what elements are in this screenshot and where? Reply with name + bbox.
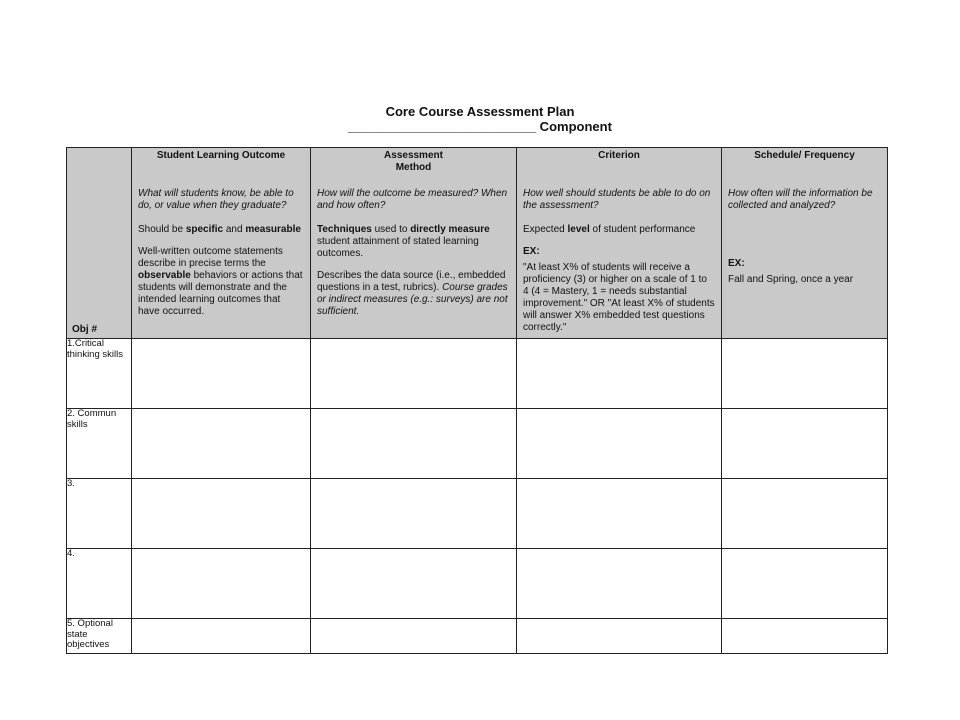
criterion-guidance: Expected level of student performance [523,224,696,235]
schedule-cell[interactable] [722,409,888,479]
criterion-cell[interactable] [517,619,722,654]
criterion-example-label: EX: [523,246,540,257]
slo-guidance-2: Well-written outcome statements describe in precise terms the observable behaviors or actions that students will demonstrate and the intended learning outcomes that have occurred. [138,246,303,317]
table-row [67,619,888,654]
slo-cell[interactable] [132,619,311,654]
obj-cell: 5. Optional state objectives [67,619,132,654]
method-cell[interactable] [311,619,517,654]
slo-cell[interactable] [132,339,311,409]
schedule-header-cell [722,148,888,339]
slo-column-title: Student Learning Outcome [156,150,286,161]
slo-guidance-1: Should be specific and measurable [138,224,301,235]
obj-header-cell [67,148,132,339]
assessment-plan-table [66,147,888,654]
obj-cell: 2. Commun skills [67,409,132,479]
method-guidance-1: Techniques used to directly measure student attainment of stated learning outcomes. [317,224,490,259]
criterion-cell[interactable] [517,479,722,549]
table-row [67,549,888,619]
slo-cell[interactable] [132,479,311,549]
schedule-cell[interactable] [722,619,888,654]
criterion-header-cell [517,148,722,339]
method-cell[interactable] [311,549,517,619]
schedule-cell[interactable] [722,339,888,409]
header-row [67,148,888,339]
schedule-example-text: Fall and Spring, once a year [728,274,854,285]
schedule-cell[interactable] [722,549,888,619]
table-row [67,479,888,549]
criterion-cell[interactable] [517,549,722,619]
method-cell[interactable] [311,339,517,409]
schedule-question: How often will the information be collected and analyzed? [728,188,873,211]
schedule-cell[interactable] [722,479,888,549]
obj-cell: 3. [67,479,132,549]
slo-question: What will students know, be able to do, or value when they graduate? [138,188,294,211]
schedule-example-label: EX: [728,258,745,269]
criterion-question: How well should students be able to do on the assessment? [523,188,711,211]
method-guidance-2: Describes the data source (i.e., embedded questions in a test, rubrics). Course grades or indirect measures (e.g.: surveys) are not sufficient. [317,270,508,317]
schedule-column-title: Schedule/ Frequency [754,150,855,161]
obj-cell: 4. [67,549,132,619]
slo-cell[interactable] [132,549,311,619]
slo-header-cell [132,148,311,339]
method-header-cell [311,148,517,339]
table-row [67,339,888,409]
criterion-example-text: "At least X% of students will receive a proficiency (3) or higher on a scale of 1 to 4 (4 = Mastery, 1 = needs substantial improvement." OR "At least X% of students will answer X% embedded test questions correctly." [523,262,715,333]
criterion-column-title: Criterion [598,150,640,161]
page-title: Core Course Assessment Plan [385,104,575,119]
slo-cell[interactable] [132,409,311,479]
method-question: How will the outcome be measured? When and how often? [317,188,508,211]
criterion-cell[interactable] [517,409,722,479]
method-cell[interactable] [311,409,517,479]
criterion-cell[interactable] [517,339,722,409]
obj-header-label: Obj # [72,324,98,335]
obj-cell: 1.Critical thinking skills [67,339,132,409]
table-row [67,409,888,479]
method-cell[interactable] [311,479,517,549]
method-column-title: Assessment Method [384,150,443,173]
page-subtitle: __________________________ Component [348,119,612,134]
